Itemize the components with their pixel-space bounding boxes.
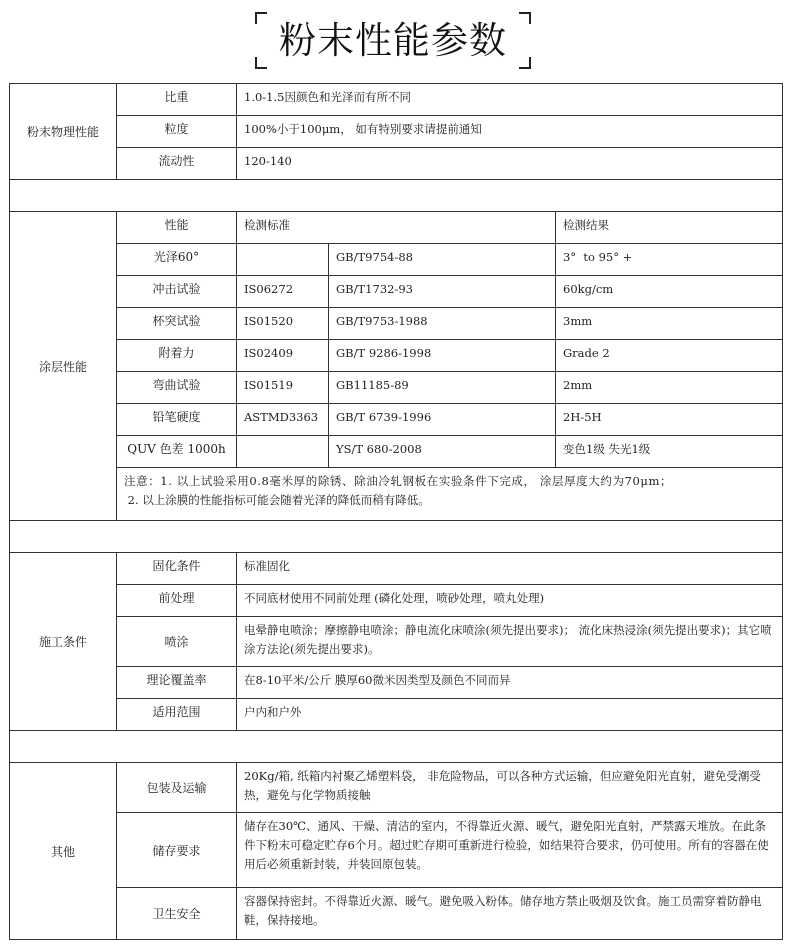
note-line-2: 2. 以上涂膜的性能指标可能会随着光泽的降低而稍有降低。: [124, 493, 430, 507]
spacer-row: [10, 180, 783, 212]
test-result: 3mm: [556, 308, 783, 340]
iso-standard: IS01520: [237, 308, 329, 340]
row-label: 喷涂: [117, 617, 237, 667]
table-row: [10, 148, 783, 180]
row-label: 弯曲试验: [117, 372, 237, 404]
row-value: 不同底材使用不同前处理 (磷化处理，喷砂处理，喷丸处理): [237, 585, 783, 617]
row-label: 粒度: [117, 116, 237, 148]
row-value: 1.0-1.5因颜色和光泽而有所不同: [237, 84, 783, 116]
header-standard: 检测标准: [237, 212, 556, 244]
iso-standard: IS02409: [237, 340, 329, 372]
iso-standard: IS01519: [237, 372, 329, 404]
header-result: 检测结果: [556, 212, 783, 244]
spacer-row: [10, 731, 783, 763]
spacer-row: [10, 521, 783, 553]
row-label: 光泽60°: [117, 244, 237, 276]
test-result: 2H-5H: [556, 404, 783, 436]
table-row: [10, 888, 783, 940]
table-row: [10, 340, 783, 372]
note-row: [10, 468, 783, 521]
gb-standard: GB/T9754-88: [329, 244, 556, 276]
iso-standard: [237, 436, 329, 468]
group-other: 其他: [10, 763, 117, 940]
test-result: 60kg/cm: [556, 276, 783, 308]
iso-standard: ASTMD3363: [237, 404, 329, 436]
table-row: [10, 585, 783, 617]
table-row: [10, 763, 783, 813]
group-physical: 粉末物理性能: [10, 84, 117, 180]
table-row: [10, 553, 783, 585]
row-value: 储存在30℃、通风、干燥、清洁的室内，不得靠近火源、暖气，避免阳光直射，严禁露天堆放。在此条件下粉末可稳定贮存6个月。超过贮存期可重新进行检验，如结果符合要求，仍可使用。所有的容器在使用后必须重新封装，并装回原包装。: [237, 813, 783, 888]
row-value: 容器保持密封。不得靠近火源、暖气。避免吸入粉体。储存地方禁止吸烟及饮食。施工员需穿着防静电鞋，保持接地。: [237, 888, 783, 940]
row-label: 比重: [117, 84, 237, 116]
gb-standard: GB/T1732-93: [329, 276, 556, 308]
gb-standard: GB/T 9286-1998: [329, 340, 556, 372]
row-label: QUV 色差 1000h: [117, 436, 237, 468]
row-value: 120-140: [237, 148, 783, 180]
row-value: 在8-10平米/公斤 膜厚60微米因类型及颜色不同而异: [237, 667, 783, 699]
row-label: 包装及运输: [117, 763, 237, 813]
table-row: [10, 813, 783, 888]
table-row: [10, 404, 783, 436]
table-row: [10, 699, 783, 731]
table-row: [10, 116, 783, 148]
test-result: 3° to 95° +: [556, 244, 783, 276]
row-label: 冲击试验: [117, 276, 237, 308]
group-application: 施工条件: [10, 553, 117, 731]
table-row: [10, 244, 783, 276]
table-row: [10, 617, 783, 667]
table-row: [10, 667, 783, 699]
gb-standard: YS/T 680-2008: [329, 436, 556, 468]
row-value: 20Kg/箱, 纸箱内衬聚乙烯塑料袋， 非危险物品，可以各种方式运输，但应避免阳光直射，避免受潮受热，避免与化学物质接触: [237, 763, 783, 813]
note-line-1: 注意：1. 以上试验采用0.8毫米厚的除锈、除油冷轧钢板在实验条件下完成， 涂层厚度大约为70μm；: [124, 474, 673, 488]
table-row: [10, 372, 783, 404]
row-label: 储存要求: [117, 813, 237, 888]
page-title: 粉末性能参数: [279, 19, 507, 62]
row-label: 前处理: [117, 585, 237, 617]
row-value: 电晕静电喷涂；摩擦静电喷涂；静电流化床喷涂(须先提出要求)； 流化床热浸涂(须先提出要求)；其它喷涂方法论(须先提出要求)。: [237, 617, 783, 667]
coating-note: [117, 468, 783, 521]
table-row: [10, 84, 783, 116]
row-value: 标准固化: [237, 553, 783, 585]
table-row: [10, 276, 783, 308]
row-value: 100%小于100μm， 如有特别要求请提前通知: [237, 116, 783, 148]
row-label: 卫生安全: [117, 888, 237, 940]
row-label: 附着力: [117, 340, 237, 372]
test-result: 变色1级 失光1级: [556, 436, 783, 468]
row-label: 固化条件: [117, 553, 237, 585]
spec-table: [9, 83, 783, 940]
iso-standard: [237, 244, 329, 276]
test-result: 2mm: [556, 372, 783, 404]
table-row: [10, 436, 783, 468]
group-coating: 涂层性能: [10, 212, 117, 521]
row-label: 铅笔硬度: [117, 404, 237, 436]
row-label: 理论覆盖率: [117, 667, 237, 699]
row-value: 户内和户外: [237, 699, 783, 731]
row-label: 杯突试验: [117, 308, 237, 340]
gb-standard: GB/T9753-1988: [329, 308, 556, 340]
table-row: [10, 308, 783, 340]
title-block: [255, 12, 531, 69]
test-result: Grade 2: [556, 340, 783, 372]
iso-standard: IS06272: [237, 276, 329, 308]
row-label: 适用范围: [117, 699, 237, 731]
table-header-row: [10, 212, 783, 244]
gb-standard: GB11185-89: [329, 372, 556, 404]
header-property: 性能: [117, 212, 237, 244]
row-label: 流动性: [117, 148, 237, 180]
gb-standard: GB/T 6739-1996: [329, 404, 556, 436]
